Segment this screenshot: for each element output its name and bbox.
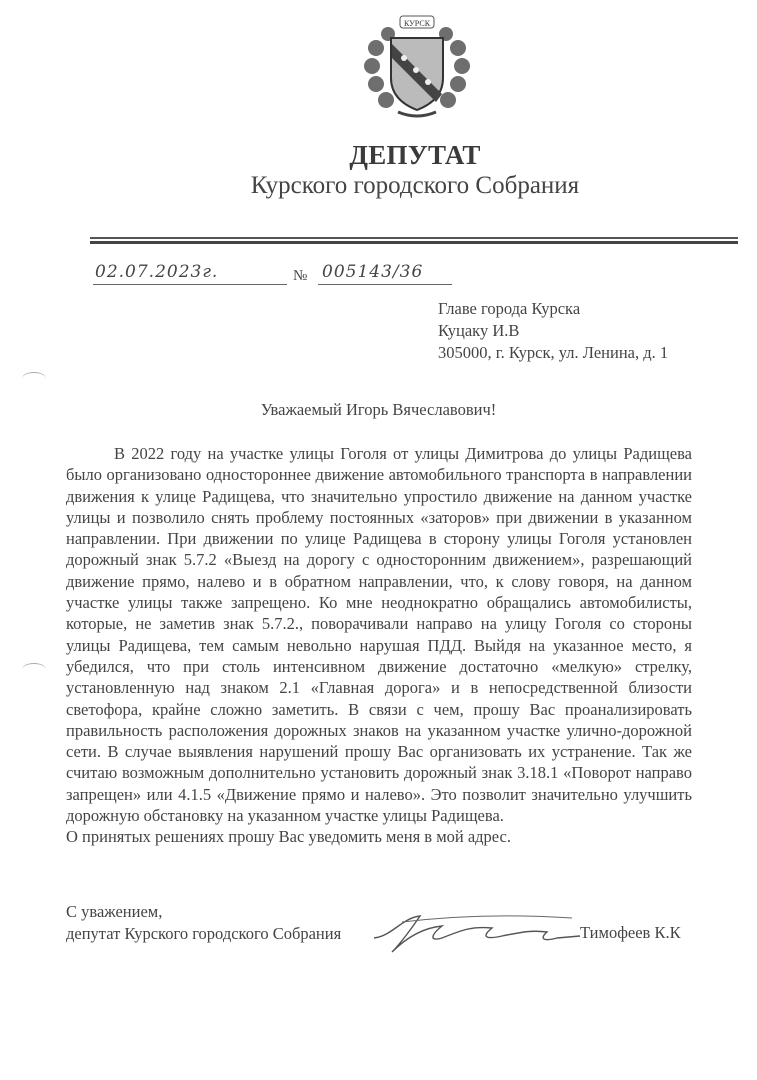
closing-salutation: С уважением, xyxy=(66,902,163,921)
closing-block xyxy=(66,901,341,945)
letterhead-title: ДЕПУТАТ xyxy=(349,140,481,170)
addressee-block xyxy=(438,298,668,364)
punch-hole-mark xyxy=(22,663,46,676)
kursk-coat-of-arms-icon xyxy=(358,8,476,120)
registration-number: 005143/36 xyxy=(318,262,452,285)
addressee-address: 305000, г. Курск, ул. Ленина, д. 1 xyxy=(438,343,669,362)
body-paragraph: О принятых решениях прошу Вас уведомить меня в мой адрес. xyxy=(66,827,511,847)
punch-hole-mark xyxy=(22,372,46,385)
greeting: Уважаемый Игорь Вячеславович! xyxy=(260,400,497,419)
letterhead-divider xyxy=(90,237,738,244)
svg-text:КУРСК: КУРСК xyxy=(403,19,431,28)
signer-name: Тимофеев К.К xyxy=(580,923,681,942)
handwritten-signature-icon xyxy=(372,908,582,958)
addressee-position: Главе города Курска xyxy=(438,299,581,318)
registration-date: 02.07.2023г. xyxy=(93,262,287,285)
letterhead-subtitle: Курского городского Собрания xyxy=(250,172,580,199)
closing-title: депутат Курского городского Собрания xyxy=(66,924,342,943)
addressee-name: Куцаку И.В xyxy=(438,321,520,340)
letter-body xyxy=(66,443,692,848)
registration-number-label: № xyxy=(293,268,308,284)
body-paragraph: В 2022 году на участке улицы Гоголя от улицы Димитрова до улицы Радищева было организовано одностороннее движение автомобильного транспорта в направлении движения к улице Радищева, что значительно упростило движение на данном участке улицы и позволило снять проблему постоянных «заторов» при движении в указанном направлении. При движении по улице Радищева в сторону улицы Гоголя установлен дорожный знак 5.7.2 «Выезд на дорогу с односторонним движением», разрешающий движение прямо, налево и в обратном направлении, что, к слову говоря, на данном участке улицы также запрещено. Ко мне неоднократно обращались автомобилисты, которые, не заметив знак 5.7.2., поворачивали направо на улицу Гоголя со стороны улицы Радищева, тем самым невольно нарушая ПДД. Выйдя на указанное место, я убедился, что при столь интенсивном движение достаточно «мелкую» стрелку, установленную над знаком 2.1 «Главная дорога» и в непосредственной близости светофора, крайне сложно заметить. В связи с чем, прошу Вас проанализировать правильность расположения дорожных знаков на указанном участке улично-дорожной сети. В случае выявления нарушений прошу Вас организовать их устранение. Так же считаю возможным дополнительно установить дорожный знак 3.18.1 «Поворот направо запрещен» или 4.1.5 «Движение прямо и налево». Это позволит значительно улучшить дорожную обстановку на указанном участке улицы Радищева. xyxy=(66,444,692,826)
